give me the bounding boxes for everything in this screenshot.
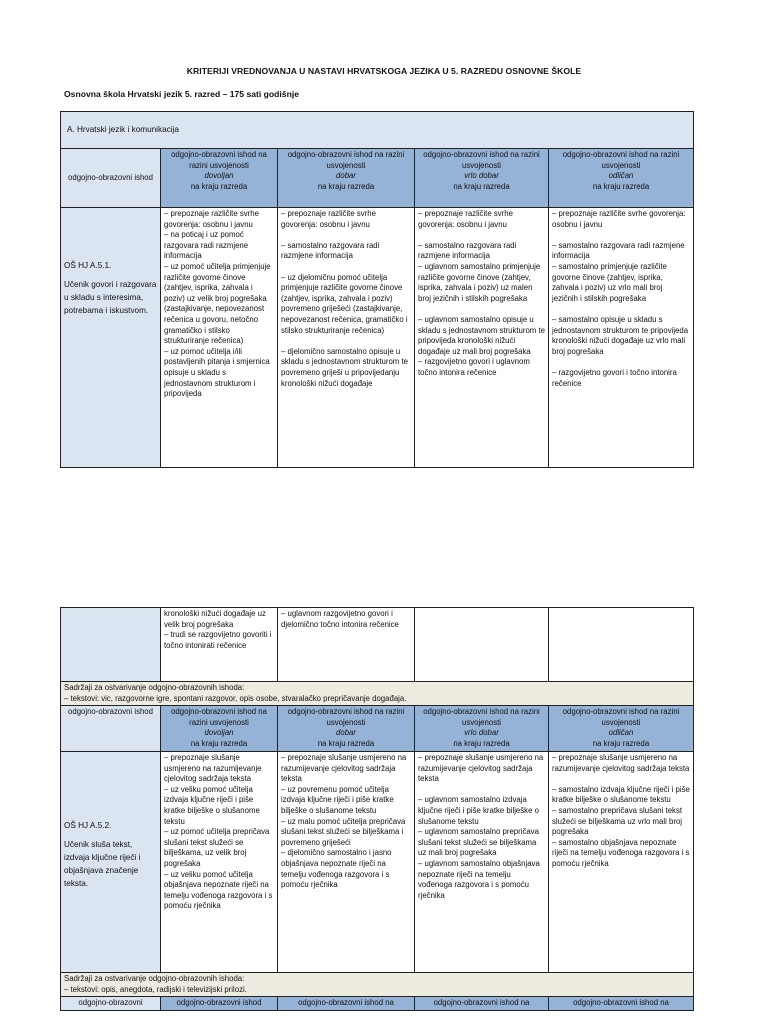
header-outcome: odgojno-obrazovni ishod <box>61 706 161 752</box>
header-outcome: odgojno-obrazovni <box>61 997 161 1011</box>
document-title: KRITERIJI VREDNOVANJA U NASTAVI HRVATSKOGA JEZIKA U 5. RAZREDU OSNOVNE ŠKOLE <box>186 66 582 76</box>
criteria-cell: – prepoznaje različite svrhe govorenja: osobnu i javnu – samostalno razgovara radi razmjene informacija – uz djelomičnu pomoć učitelja primjenjuje različite govorne činove (zahtjev, isprika, zahvala i poziv) povremeno griješeći (zastajkivanje, nepovezanost rečenica, gramatičko i stilsko strukturiranje rečenica) – djelomično samostalno opisuje u skladu s jednostavnom strukturom te povremeno griješi u pripovijedanju kronološki nižući događaje <box>278 208 415 468</box>
table-row <box>61 752 694 973</box>
header-level-3: odgojno-obrazovni ishod na razini usvojenosti vrlo dobar na kraju razreda <box>415 706 549 752</box>
header-level-4: odgojno-obrazovni ishod na <box>549 997 694 1011</box>
criteria-cell: – prepoznaje slušanje usmjereno na razumijevanje cjelovitog sadržaja teksta – uz veliku pomoć učitelja izdvaja ključne riječi i piše kratke bilješke o slušanome tekstu – uz pomoć učitelja prepričava slušani tekst služeći se bilješkama, uz velik broj pogrešaka – uz veliku pomoć učitelja objašnjava nepoznate riječi na temelju vođenoga razgovora i s pomoću rječnika <box>161 752 278 973</box>
criteria-cell: – prepoznaje različite svrhe govorenja: osobnu i javnu – samostalno razgovara radi razmjene informacija – samostalno primjenjuje različite govorne činove (zahtjev, isprika, zahvala i poziv) uz vrlo mali broj jezičnih i stilskih pogrešaka – samostalno opisuje u skladu s jednostavnom strukturom te pripovijeda kronološki nižući događaje uz vrlo mali broj pogrešaka – razgovijetno govori i točno intonira rečenice <box>549 208 694 468</box>
criteria-table-page-2 <box>60 607 694 1011</box>
header-outcome: odgojno-obrazovni ishod <box>61 149 161 208</box>
section-heading: A. Hrvatski jezik i komunikacija <box>61 112 694 149</box>
document-subtitle: Osnovna škola Hrvatski jezik 5. razred – 175 sati godišnje <box>64 89 300 99</box>
outcome-cell <box>61 208 161 468</box>
content-text: – tekstovi: opis, anegdota, radijski i televizijski prilozi. <box>64 984 247 994</box>
criteria-cell: – prepoznaje slušanje usmjereno na razumijevanje cjelovitog sadržaja teksta – uglavnom samostalno izdvaja ključne riječi i piše kratke bilješke o slušanome tekstu – uglavnom samostalno prepričava slušani tekst služeći se bilješkama uz mali broj pogrešaka – uglavnom samostalno objašnjava nepoznate riječi na temelju vođenoga razgovora i s pomoću rječnika <box>415 752 549 973</box>
criteria-table-page-1 <box>60 111 694 468</box>
criteria-cell <box>415 608 549 682</box>
outcome-code: OŠ HJ A.5.2. <box>64 821 112 830</box>
header-level-2: odgojno-obrazovni ishod na <box>278 997 415 1011</box>
outcome-description: Učenik sluša tekst, izdvaja ključne riječi i objašnjava značenje teksta. <box>64 840 141 888</box>
content-title: Sadržaji za ostvarivanje odgojno-obrazovnih ishoda: <box>64 974 245 983</box>
criteria-cell: – prepoznaje slušanje usmjereno na razumijevanje cjelovitog sadržaja teksta – uz povremenu pomoć učitelja izdvaja ključne riječi i piše kratke bilješke o slušanome tekstu – uz malu pomoć učitelja prepričava slušani tekst služeći se bilješkama i povremeno griješeći – djelomično samostalno i jasno objašnjava nepoznate riječi na temelju vođenoga razgovora i s pomoću rječnika <box>278 752 415 973</box>
criteria-cell: – prepoznaje različite svrhe govorenja: osobnu i javnu – na poticaj i uz pomoć razgovara radi razmjene informacija – uz pomoć učitelja primjenjuje različite govorne činove (zahtjev, isprika, zahvala i poziv) uz velik broj pogrešaka (zastajkivanje, nepovezanost rečenica u govoru, netočno gramatičko i stilsko strukturiranje rečenica) – uz pomoć učitelja i/ili postavljenih pitanja i smjernica opisuje u skladu s jednostavnom strukturom i pripovijeda <box>161 208 278 468</box>
outcome-code: OŠ HJ A.5.1. <box>64 261 112 270</box>
header-level-2: odgojno-obrazovni ishod na razini usvojenosti dobar na kraju razreda <box>278 149 415 208</box>
header-level-1: odgojno-obrazovni ishod na razini usvojenosti dovoljan na kraju razreda <box>161 149 278 208</box>
header-level-4: odgojno-obrazovni ishod na razini usvojenosti odličan na kraju razreda <box>549 706 694 752</box>
header-level-2: odgojno-obrazovni ishod na razini usvojenosti dobar na kraju razreda <box>278 706 415 752</box>
content-row <box>61 682 694 706</box>
content-title: Sadržaji za ostvarivanje odgojno-obrazovnih ishoda: <box>64 683 245 692</box>
table-header-row <box>61 706 694 752</box>
table-row <box>61 608 694 682</box>
criteria-cell: – prepoznaje slušanje usmjereno na razumijevanje cjelovitog sadržaja teksta – samostalno izdvaja ključne riječi i piše kratke bilješke o slušanome tekstu – samostalno prepričava slušani tekst služeći se bilješkama uz vrlo mali broj pogrešaka – samostalno objašnjava nepoznate riječi na temelju vođenoga razgovora i s pomoću rječnika <box>549 752 694 973</box>
criteria-cell: – uglavnom razgovijetno govori i djelomično točno intonira rečenice <box>278 608 415 682</box>
criteria-cell: – prepoznaje različite svrhe govorenja: osobnu i javnu – samostalno razgovara radi razmjene informacija – uglavnom samostalno primjenjuje različite govorne činove (zahtjev, isprika, zahvala i poziv) uz malen broj jezičnih i stilskih pogrešaka – uglavnom samostalno opisuje u skladu s jednostavnom strukturom te pripovijeda kronološki nižući događaje uz mali broj pogrešaka – razgovijetno govori i uglavnom točno intonira rečenice <box>415 208 549 468</box>
outcome-cell <box>61 752 161 973</box>
content-row <box>61 973 694 997</box>
header-level-3: odgojno-obrazovni ishod na razini usvojenosti vrlo dobar na kraju razreda <box>415 149 549 208</box>
criteria-cell <box>549 608 694 682</box>
criteria-cell: kronološki nižući događaje uz velik broj pogrešaka – trudi se razgovijetno govoriti i točno intonirati rečenice <box>161 608 278 682</box>
header-level-3: odgojno-obrazovni ishod na <box>415 997 549 1011</box>
header-level-1: odgojno-obrazovni ishod <box>161 997 278 1011</box>
outcome-description: Učenik govori i razgovara u skladu s interesima, potrebama i iskustvom. <box>64 280 157 315</box>
content-text: – tekstovi: vic, razgovorne igre, spontani razgovor, opis osobe, stvaralačko prepričavanje događaja. <box>64 693 407 703</box>
header-level-4: odgojno-obrazovni ishod na razini usvojenosti odličan na kraju razreda <box>549 149 694 208</box>
outcome-cell <box>61 608 161 682</box>
table-header-row-partial <box>61 997 694 1011</box>
table-header-row <box>61 149 694 208</box>
table-row <box>61 208 694 468</box>
header-level-1: odgojno-obrazovni ishod na razini usvojenosti dovoljan na kraju razreda <box>161 706 278 752</box>
